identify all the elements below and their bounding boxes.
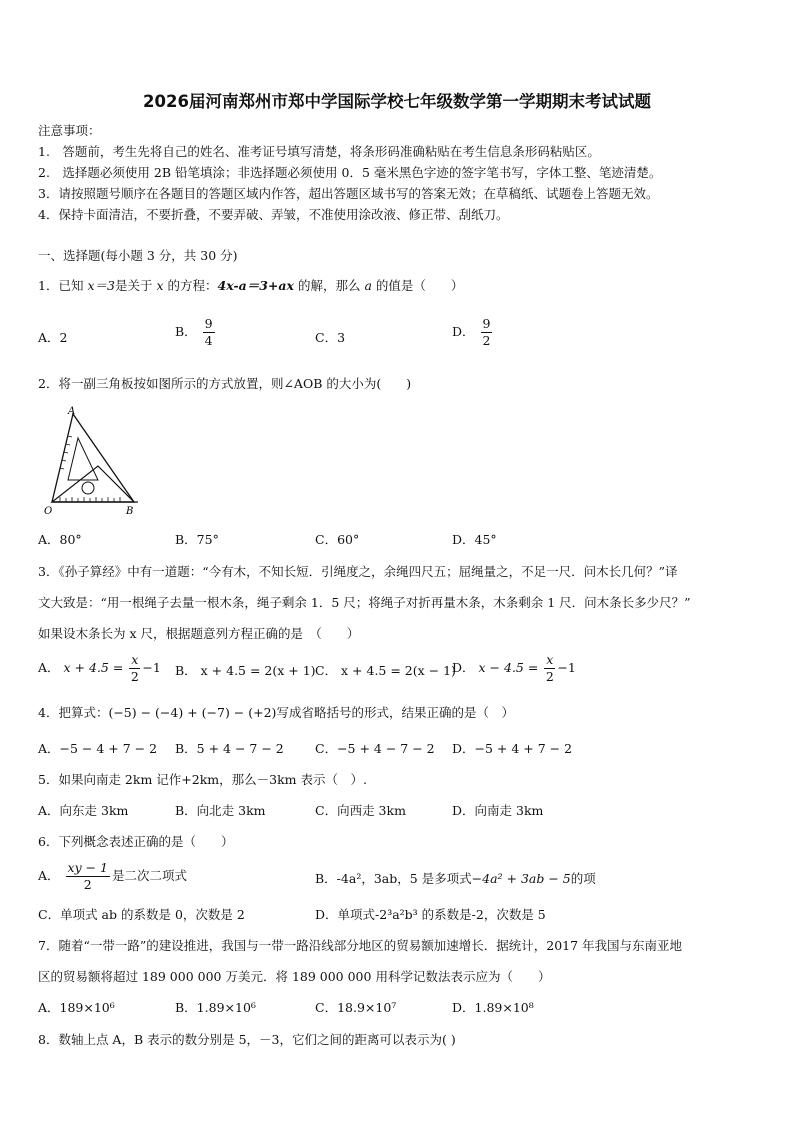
q1-option-d (452, 316, 494, 349)
q3-option-a-label: A． (38, 660, 60, 675)
note-item-3: 3．请按照题号顺序在各题目的答题区域内作答，超出答题区域书写的答案无效；在草稿纸、试题卷上答题无效。 (38, 186, 659, 201)
q3-option-d-left: x − 4.5 = (478, 660, 539, 675)
denominator: 4 (204, 333, 213, 348)
q4-option-c: C．−5 + 4 − 7 − 2 (315, 741, 435, 756)
q1-option-d-fraction (481, 316, 493, 349)
denominator: 2 (83, 877, 92, 892)
page-title: 2026届河南郑州市郑中学国际学校七年级数学第一学期期末考试试题 (143, 92, 651, 111)
q5-option-d: D．向南走 3km (452, 803, 544, 818)
numerator: x (131, 652, 139, 667)
q1-math: x (156, 278, 164, 293)
q6-option-a (38, 860, 187, 893)
q3-option-d-fraction (544, 652, 555, 685)
q1-stem (38, 276, 463, 294)
q1-stem-part: 1．已知 (38, 278, 84, 293)
q4-option-d: D．−5 + 4 + 7 − 2 (452, 741, 573, 756)
q1-option-b (175, 316, 217, 349)
q3-option-d-label: D． (452, 660, 475, 675)
q4-stem-part: 写成省略括号的形式，结果正确的是（ ） (276, 705, 514, 720)
q2-option-a: A．80° (38, 532, 82, 547)
q4-option-a: A．−5 − 4 + 7 − 2 (38, 741, 158, 756)
q3-line-3: 如果设木条长为 x 尺，根据题意列方程正确的是 （ ） (38, 626, 360, 641)
q6-option-a-label: A． (38, 868, 60, 883)
q6-option-b (315, 869, 596, 887)
q5-option-b: B．向北走 3km (175, 803, 266, 818)
q3-option-a-fraction (129, 652, 140, 685)
q3-line-2: 文大致是：“用一根绳子去量一根木条，绳子剩余 1．5 尺；将绳子对折再量木条，木条剩余 1 尺．问木条长多少尺？” (38, 595, 691, 610)
q3-option-d-right: −1 (557, 660, 576, 675)
q5-option-c: C．向西走 3km (315, 803, 406, 818)
triangle-set-figure (38, 400, 148, 518)
q1-stem-part: 的值是（ ） (375, 278, 464, 293)
q8-stem: 8．数轴上点 A，B 表示的数分别是 5，－3，它们之间的距离可以表示为( ) (38, 1032, 456, 1047)
q4-stem (38, 703, 514, 721)
label-a: A (68, 406, 76, 417)
q3-option-d (452, 652, 576, 685)
section-heading: 一、选择题(每小题 3 分，共 30 分) (38, 248, 238, 263)
q1-option-a: A．2 (38, 330, 68, 345)
q7-line-2: 区的贸易额将超过 189 000 000 万美元．将 189 000 000 用科学记数法表示应为（ ） (38, 969, 551, 984)
q2-option-b: B．75° (175, 532, 219, 547)
q6-stem: 6．下列概念表述正确的是（ ） (38, 834, 234, 849)
notes-heading: 注意事项： (38, 123, 101, 138)
label-o: O (44, 506, 53, 517)
q1-equation: 4x-a＝3+ax (217, 278, 294, 293)
denominator: 2 (130, 669, 139, 684)
numerator: 9 (482, 316, 491, 331)
q3-option-a (38, 652, 161, 685)
q5-option-a: A．向东走 3km (38, 803, 129, 818)
q3-option-a-right: −1 (142, 660, 161, 675)
q4-stem-part: 4．把算式： (38, 705, 109, 720)
q6-option-b-text: B．-4a²，3ab，5 是多项式 (315, 871, 472, 886)
q7-option-c: C．18.9×10⁷ (315, 1000, 397, 1015)
q3-option-a-left: x + 4.5 = (63, 660, 124, 675)
q1-option-c: C．3 (315, 330, 346, 345)
q6-option-c: C．单项式 ab 的系数是 0，次数是 2 (38, 907, 245, 922)
numerator: x (546, 652, 554, 667)
q3-option-c: C． x + 4.5 = 2(x − 1) (315, 663, 456, 678)
q1-option-b-label: B． (175, 324, 197, 339)
q2-option-c: C．60° (315, 532, 360, 547)
numerator: xy − 1 (67, 860, 109, 875)
q2-stem: 2．将一副三角板按如图所示的方式放置，则∠AOB 的大小为( ) (38, 376, 412, 391)
note-item-1: 1. 答题前，考生先将自己的姓名、准考证号填写清楚，将条形码准确粘贴在考生信息条形码粘贴区。 (38, 144, 600, 159)
q3-line-1: 3．《孙子算经》中有一道题：“今有木，不知长短．引绳度之，余绳四尺五；屈绳量之，不足一尺．问木长几何？”译 (38, 564, 678, 579)
label-b: B (126, 506, 134, 517)
q7-option-d: D．1.89×10⁸ (452, 1000, 534, 1015)
q4-option-b: B．5 + 4 − 7 − 2 (175, 741, 284, 756)
q5-stem: 5．如果向南走 2km 记作+2km，那么－3km 表示（ ）. (38, 772, 367, 787)
large-triangle (52, 414, 134, 502)
note-item-2: 2. 选择题必须使用 2B 铅笔填涂；非选择题必须使用 0．5 毫米黑色字迹的签字笔书写，字体工整、笔迹清楚。 (38, 165, 662, 180)
q4-expression: (−5) − (−4) + (−7) − (+2) (108, 705, 277, 720)
triangle-hole (82, 482, 94, 494)
q1-stem-part: 是关于 (114, 278, 153, 293)
q7-option-a: A．189×10⁶ (38, 1000, 115, 1015)
denominator: 2 (545, 669, 554, 684)
numerator: 9 (204, 316, 213, 331)
q1-option-b-fraction (203, 316, 215, 349)
q6-option-d: D．单项式-2³a²b³ 的系数是-2，次数是 5 (315, 907, 546, 922)
q7-option-b: B．1.89×10⁶ (175, 1000, 256, 1015)
q2-option-d: D．45° (452, 532, 497, 547)
q1-math: x＝3 (87, 278, 115, 293)
q7-line-1: 7．随着“一带一路”的建设推进，我国与一带一路沿线部分地区的贸易额加速增长．据统计，2017 年我国与东南亚地 (38, 938, 683, 953)
q6-option-a-fraction (66, 860, 111, 893)
q1-stem-part: 的方程： (167, 278, 218, 293)
q1-math: a (364, 278, 372, 293)
q1-stem-part: 的解，那么 (297, 278, 361, 293)
denominator: 2 (482, 333, 491, 348)
q1-option-d-label: D． (452, 324, 475, 339)
note-item-4: 4．保持卡面清洁，不要折叠，不要弄破、弄皱，不准使用涂改液、修正带、刮纸刀。 (38, 207, 509, 222)
q3-option-b: B． x + 4.5 = 2(x + 1) (175, 663, 316, 678)
q6-option-a-text: 是二次二项式 (112, 868, 188, 883)
q6-option-b-polynomial: −4a² + 3ab − 5 (471, 871, 571, 886)
q6-option-b-tail: 的项 (570, 871, 596, 886)
